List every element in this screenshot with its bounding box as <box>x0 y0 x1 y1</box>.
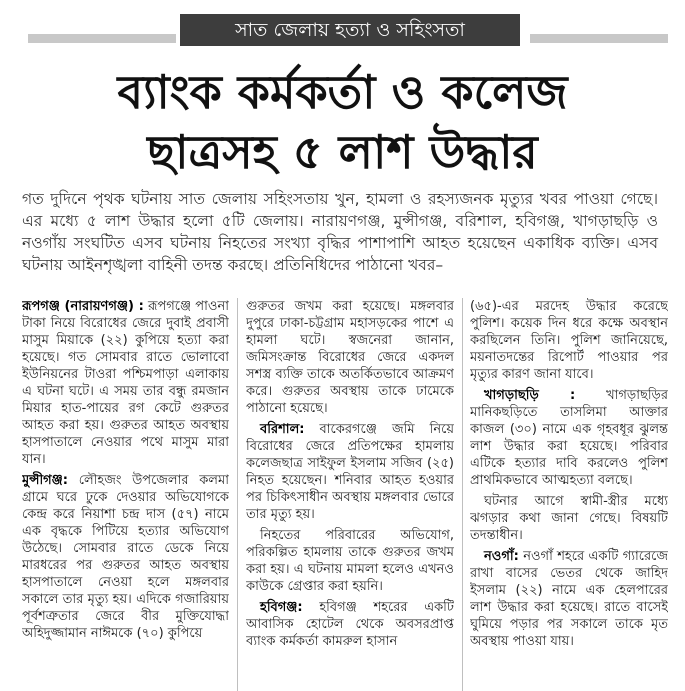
column-divider <box>237 298 238 691</box>
paragraph-khagrachhari <box>470 387 668 489</box>
article-column-1 <box>22 298 229 691</box>
paragraph-continued: (৬৫)-এর মরদেহ উদ্ধার করেছে পুলিশ। কয়েক দিন ধরে কক্ষে অবস্থান করছিলেন তিনি। পুলিশ জানিয়েছে, ময়নাতদন্তের রিপোর্ট পাওয়ার পর মৃত্যুর কারণ জানা যাবে। <box>470 299 668 382</box>
dateline-munshiganj: মুন্সীগঞ্জ: <box>22 473 68 488</box>
column-divider <box>462 298 463 691</box>
paragraph-rupganj <box>22 298 229 468</box>
headline-line-1: ব্যাংক কর্মকর্তা ও কলেজ <box>117 65 568 119</box>
dateline-habiganj: হবিগঞ্জ: <box>260 600 303 615</box>
section-banner-row <box>0 10 685 46</box>
paragraph-text: খাগড়াছড়ির মানিকছড়িতে তাসলিমা আক্তার কাজল (৩০) নামে এক গৃহবধূর ঝুলন্ত লাশ উদ্ধার করা হয়েছে। পরিবার এটিকে হত্যার দাবি করলেও পুলিশ প্রাথমিকভাবে আত্মহত্যা বলছে। <box>470 388 668 488</box>
dateline-khagrachhari: খাগড়াছড়ি : <box>484 388 576 403</box>
paragraph-continued: গুরুতর জখম করা হয়েছে। মঙ্গলবার দুপুরে ঢাকা-চট্টগ্রাম মহাসড়কের পাশে এ হামলা ঘটে। স্বজনেরা জানান, জমিসংক্রান্ত বিরোধের জেরে একদল সশস্ত্র ব্যক্তি তাকে অতর্কিতভাবে আক্রমণ করে। গুরুতর অবস্থায় তাকে ঢামেকে পাঠানো হয়েছে। <box>246 299 454 416</box>
article-column-3 <box>470 298 668 691</box>
paragraph-text: নিহতের পরিবারের অভিযোগ, পরিকল্পিত হামলায় তাকে গুরুতর জখম করা হয়। এ ঘটনায় মামলা হলেও এখনও কাউকে গ্রেপ্তার করা হয়নি। <box>246 528 454 594</box>
paragraph-text: ঘটনার আগে স্বামী-স্ত্রীর মধ্যে ঝগড়ার কথা জানা গেছে। বিষয়টি তদন্তাধীন। <box>470 494 668 543</box>
paragraph-munshiganj <box>22 472 229 642</box>
paragraph-text: নওগাঁ শহরে একটি গ্যারেজে রাখা বাসের ভেতর থেকে জাহিদ ইসলাম (২২) নামে এক হেলপারের লাশ উদ্ধার করা হয়েছে। রাতে বাসেই ঘুমিয়ে পড়ার পর সকালে তাকে মৃত অবস্থায় পাওয়া যায়। <box>470 549 668 649</box>
intro-paragraph: গত দুদিনে পৃথক ঘটনায় সাত জেলায় সহিংসতায় খুন, হামলা ও রহস্যজনক মৃত্যুর খবর পাওয়া গেছে। এর মধ্যে ৫ লাশ উদ্ধার হলো ৫টি জেলায়। নারায়ণগঞ্জ, মুন্সীগঞ্জ, বরিশাল, হবিগঞ্জ, খাগড়াছড়ি ও নওগাঁয় সংঘটিত এসব ঘটনায় নিহতের সংখ্যা বৃদ্ধির পাশাপাশি আহত হয়েছেন একাধিক ব্যক্তি। এসব ঘটনায় আইনশৃঙ্খলা বাহিনী তদন্ত করছে। প্রতিনিধিদের পাঠানো খবর– <box>22 190 658 274</box>
dateline-barishal: বরিশাল: <box>260 422 305 437</box>
paragraph-naogaon <box>470 548 668 650</box>
paragraph-text: লৌহজং উপজেলার কলমা গ্রামে ঘরে ঢুকে দেওয়ার অভিযোগকে কেন্দ্র করে নিয়াশা চন্দ্র দাস (৫৭) নামে এক বৃদ্ধকে পিটিয়ে হত্যার অভিযোগ উঠেছে। সোমবার রাতে ডেকে নিয়ে মারধরের পর গুরুতর আহত অবস্থায় হাসপাতালে নেওয়া হলে মঙ্গলবার সকালে তার মৃত্যু হয়। এদিকে গজারিয়ায় পূর্বশত্রুতার জেরে বীর মুক্তিযোদ্ধা অহিদুজ্জামান নাঈমকে (৭০) কুপিয়ে <box>22 473 229 641</box>
paragraph-text: রূপগঞ্জে পাওনা টাকা নিয়ে বিরোধের জেরে দুবাই প্রবাসী মাসুম মিয়াকে (২২) কুপিয়ে হত্যা করা হয়েছে। গত সোমবার রাতে ভোলাবো ইউনিয়নের টাওরা পশ্চিমপাড়া এলাকায় এ ঘটনা ঘটে। এ সময় তার বন্ধু রমজান মিয়ার হাত-পায়ের রগ কেটে গুরুতর আহত করা হয়। গুরুতর আহত অবস্থায় হাসপাতালে নেওয়ার পথে মাসুম মারা যান। <box>22 299 229 467</box>
dateline-rupganj: রূপগঞ্জ (নারায়ণগঞ্জ) : <box>22 299 144 314</box>
section-banner: সাত জেলায় হত্যা ও সহিংসতা <box>180 14 520 46</box>
paragraph-habiganj <box>246 599 454 650</box>
banner-rule-left <box>28 34 176 43</box>
paragraph-text: হবিগঞ্জ শহরের একটি আবাসিক হোটেল থেকে অবসরপ্রাপ্ত ব্যাংক কর্মকর্তা কামরুল হাসান <box>246 600 454 649</box>
dateline-naogaon: নওগাঁ: <box>484 549 519 564</box>
paragraph-text: বাকেরগঞ্জে জমি নিয়ে বিরোধের জেরে প্রতিপক্ষের হামলায় কলেজছাত্র সাইফুল ইসলাম সজিব (২৫) নিহত হয়েছেন। শনিবার আহত হওয়ার পর চিকিৎসাধীন অবস্থায় মঙ্গলবার ভোরে তার মৃত্যু হয়। <box>246 422 454 522</box>
article-column-2 <box>246 298 454 691</box>
headline-line-2: ছাত্রসহ ৫ লাশ উদ্ধার <box>147 125 538 179</box>
banner-rule-right <box>530 34 668 43</box>
paragraph-barishal <box>246 421 454 523</box>
